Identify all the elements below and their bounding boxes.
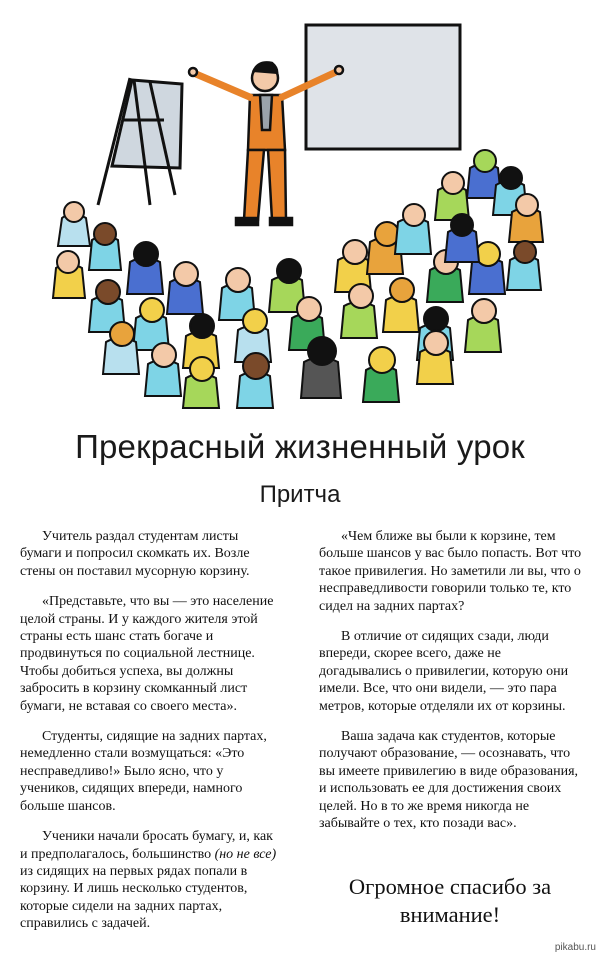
paragraph <box>20 828 282 932</box>
paragraph: В отличие от сидящих сзади, люди впереди, скорее всего, даже не догадывались о привилегии, которую они имели. Все, что они видели, — это пара метров, которые отделяли их от корзины. <box>319 629 569 714</box>
whiteboard <box>306 25 460 149</box>
paragraph-part: из сидящих на первых рядах попали в корзину. И лишь несколько студентов, которые сидели на задних партах, справились с задачей. <box>20 863 248 932</box>
flipchart-easel <box>98 78 182 205</box>
paragraph: Ваша задача как студентов, которые получают образование, — осознавать, что вы имеете привилегию в виде образования, и использовать ее для достижения своих целей. Но в то же время никогда не забывайте о тех, кто позади вас». <box>319 729 579 832</box>
watermark: pikabu.ru <box>554 942 596 953</box>
text-column-right <box>319 528 583 846</box>
page-subtitle: Притча <box>259 481 341 508</box>
page-title: Прекрасный жизненный урок <box>75 428 525 465</box>
emphasis-text: (но не все) <box>214 846 277 862</box>
paragraph: Учитель раздал студентам листы бумаги и попросил скомкать их. Возле стены он поставил мусорную корзину. <box>20 529 250 579</box>
paragraph: Студенты, сидящие на задних партах, немедленно стали возмущаться: «Это несправедливо!» Было ясно, что у учеников, сидящих впереди, намного больше шансов. <box>20 729 267 814</box>
paragraph: «Чем ближе вы были к корзине, тем больше шансов у вас было попасть. Вот что такое привилегия. Но заметили ли вы, что о несправедливости говорили только те, кто сидел на задних партах? <box>319 529 582 614</box>
thanks-message: Огромное спасибо за внимание! <box>348 874 552 927</box>
classroom-illustration <box>0 0 600 420</box>
paragraph-part: Ученики начали бросать бумагу, и, как и предполагалось, большинство <box>20 829 273 862</box>
audience-group <box>53 150 543 408</box>
text-column-left <box>20 528 282 946</box>
paragraph: «Представьте, что вы — это население целой страны. И у каждого жителя этой страны есть шанс стать богаче и продвинуться по социальной лестнице. Чтобы добиться успеха, вы должны забросить в корзину скомканный лист бумаги, не вставая со своего места». <box>20 594 274 714</box>
